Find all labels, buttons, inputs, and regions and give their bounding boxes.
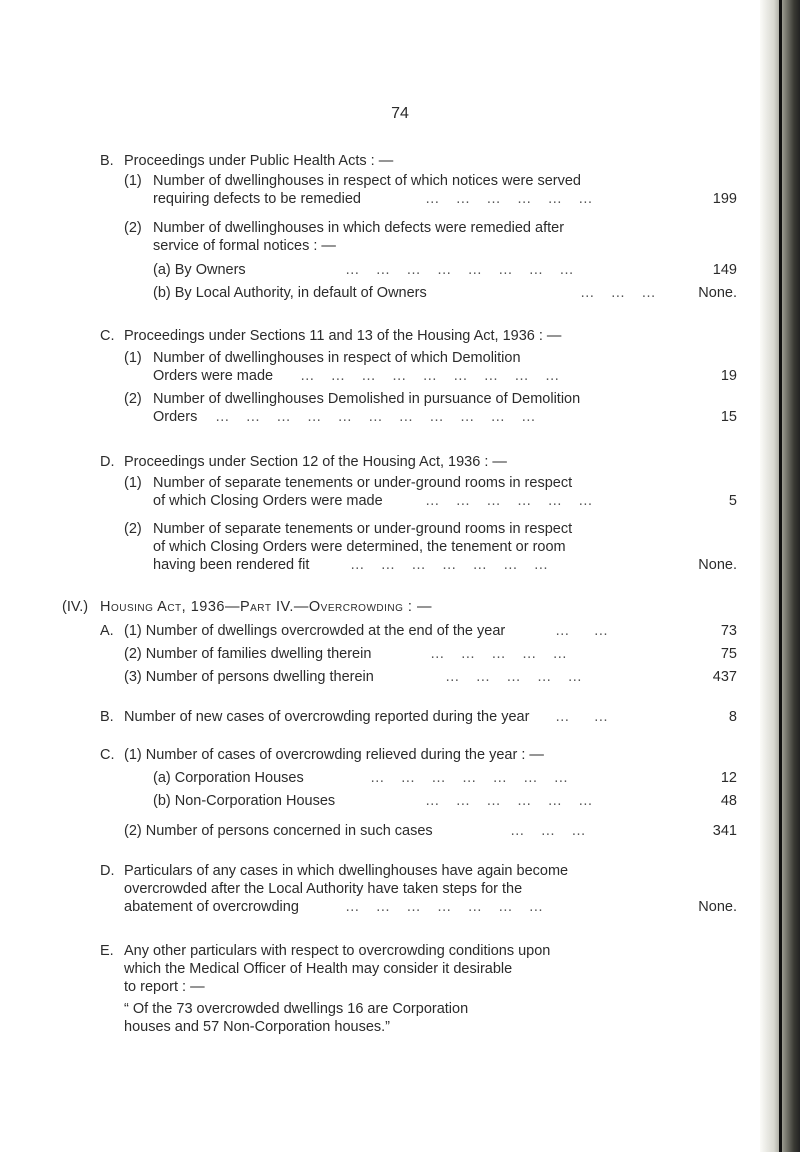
item-c2-text: Number of dwellinghouses Demolished in pursuance of Demolition [153, 391, 581, 407]
item-b1-text-cont: requiring defects to be remedied [153, 191, 361, 207]
item-ivb-value: 8 [728, 709, 737, 725]
dot-leader: … … … … … … [425, 191, 593, 207]
item-d1-text-cont: of which Closing Orders were made [153, 493, 383, 509]
item-iva2-value: 75 [720, 646, 737, 662]
section-c-label: C. [100, 328, 115, 344]
item-iva1-text: (1) Number of dwellings overcrowded at the end of the year [124, 623, 506, 639]
item-ivc1a-value: 12 [720, 770, 737, 786]
dot-leader: … … … … … … [425, 493, 593, 509]
page-number: 74 [391, 105, 409, 122]
item-d2-text-cont: of which Closing Orders were determined, the tenement or room [153, 539, 566, 555]
dot-leader: … … … … … … … [370, 770, 569, 786]
dot-leader: … … … … … [445, 669, 582, 685]
item-d2-text: Number of separate tenements or under-ground rooms in respect [153, 521, 573, 537]
item-ive-text-cont2: to report : — [124, 979, 205, 995]
dot-leader: … … … … … … … … [345, 262, 574, 278]
dot-leader: … … [555, 623, 609, 639]
item-ivc1a-text: (a) Corporation Houses [153, 770, 304, 786]
item-c1-value: 19 [720, 368, 737, 384]
item-ivd-text-cont: overcrowded after the Local Authority have taken steps for the [124, 881, 523, 897]
item-iva3-text: (3) Number of persons dwelling therein [124, 669, 374, 685]
section-iv-b-label: B. [100, 709, 114, 725]
item-ive-text: Any other particulars with respect to overcrowding conditions upon [124, 943, 551, 959]
section-iv-d-label: D. [100, 863, 115, 879]
item-ive-text-cont: which the Medical Officer of Health may consider it desirable [124, 961, 513, 977]
item-c1-number: (1) [124, 350, 142, 366]
item-c2-value: 15 [720, 409, 737, 425]
item-ive-quote: “ Of the 73 overcrowded dwellings 16 are Corporation [124, 1001, 469, 1017]
item-b2a-value: 149 [712, 262, 737, 278]
section-iv-label: (IV.) [62, 599, 89, 615]
dot-leader: … … … [510, 823, 586, 839]
item-b1-number: (1) [124, 173, 142, 189]
section-d-label: D. [100, 454, 115, 470]
item-ivc2-value: 341 [712, 823, 737, 839]
item-ivc1b-text: (b) Non-Corporation Houses [153, 793, 336, 809]
section-d-title: Proceedings under Section 12 of the Housing Act, 1936 : — [124, 454, 507, 470]
item-iva3-value: 437 [712, 669, 737, 685]
item-ive-quote-cont: houses and 57 Non-Corporation houses.” [124, 1019, 390, 1035]
item-ivc1-text: (1) Number of cases of overcrowding relieved during the year : — [124, 747, 544, 763]
item-c2-number: (2) [124, 391, 142, 407]
item-d1-number: (1) [124, 475, 142, 491]
item-iva2-text: (2) Number of families dwelling therein [124, 646, 372, 662]
item-b2-number: (2) [124, 220, 142, 236]
dot-leader: … … [555, 709, 609, 725]
section-iv-a-label: A. [100, 623, 114, 639]
section-b-label: B. [100, 153, 114, 169]
section-iv-title: Housing Act, 1936—Part IV.—Overcrowding : — [100, 599, 432, 615]
section-b-title: Proceedings under Public Health Acts : — [124, 153, 394, 169]
dot-leader: … … … … … … … … … [300, 368, 560, 384]
item-b1-text: Number of dwellinghouses in respect of which notices were served [153, 173, 581, 189]
dot-leader: … … … … … … … [350, 557, 549, 573]
dot-leader: … … … [580, 285, 656, 301]
dot-leader: … … … … … … … [345, 899, 544, 915]
section-iv-c-label: C. [100, 747, 115, 763]
item-iva1-value: 73 [720, 623, 737, 639]
item-b2-text: Number of dwellinghouses in which defects were remedied after [153, 220, 565, 236]
dot-leader: … … … … … [430, 646, 567, 662]
item-d2-value: None. [698, 557, 737, 573]
section-iv-e-label: E. [100, 943, 114, 959]
item-b2b-value: None. [698, 285, 737, 301]
item-c2-text-cont: Orders [153, 409, 198, 425]
page-edge-line [779, 0, 782, 1152]
item-ivd-text-cont2: abatement of overcrowding [124, 899, 299, 915]
item-ivc1b-value: 48 [720, 793, 737, 809]
item-ivd-text: Particulars of any cases in which dwellinghouses have again become [124, 863, 569, 879]
item-b1-value: 199 [712, 191, 737, 207]
item-ivb-text: Number of new cases of overcrowding reported during the year [124, 709, 530, 725]
item-d1-text: Number of separate tenements or under-ground rooms in respect [153, 475, 573, 491]
item-b2-text-cont: service of formal notices : — [153, 238, 336, 254]
item-ivc2-text: (2) Number of persons concerned in such cases [124, 823, 433, 839]
dot-leader: … … … … … … … … … … … [215, 409, 536, 425]
item-b2b-text: (b) By Local Authority, in default of Owners [153, 285, 427, 301]
item-c1-text-cont: Orders were made [153, 368, 274, 384]
dot-leader: … … … … … … [425, 793, 593, 809]
item-b2a-text: (a) By Owners [153, 262, 246, 278]
item-ivd-value: None. [698, 899, 737, 915]
item-d1-value: 5 [728, 493, 737, 509]
item-d2-text-cont2: having been rendered fit [153, 557, 310, 573]
section-c-title: Proceedings under Sections 11 and 13 of the Housing Act, 1936 : — [124, 328, 562, 344]
item-d2-number: (2) [124, 521, 142, 537]
item-c1-text: Number of dwellinghouses in respect of which Demolition [153, 350, 521, 366]
